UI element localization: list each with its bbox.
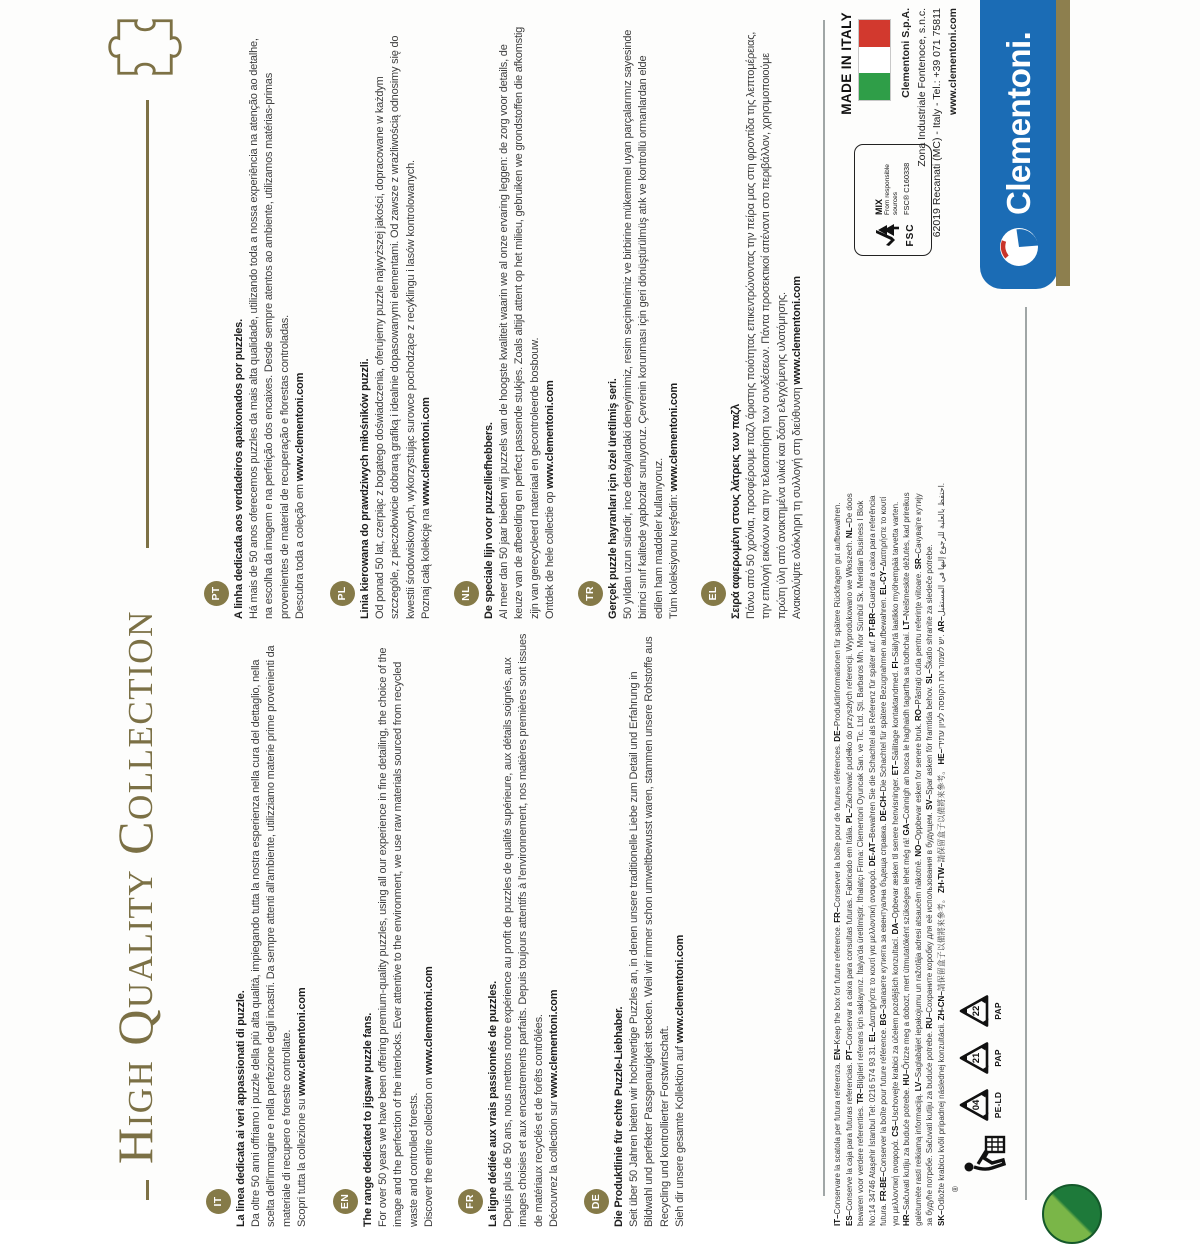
lang-cta [673, 633, 688, 1227]
lang-heading: A linha dedicada aos verdadeiros apaixonados por puzzles. [233, 319, 245, 619]
recycling-number: 22 [971, 1005, 982, 1017]
cta-text: Descubra toda a coleção em [293, 481, 306, 619]
lang-badge-pt [204, 581, 229, 606]
lang-heading: De speciale lijn voor puzzelliefhebbers. [483, 422, 495, 619]
recycling-label: PAP [993, 1049, 1003, 1067]
header-rule-right [146, 100, 149, 548]
lang-cta [293, 25, 308, 619]
recycling-triangle-icon [958, 1039, 992, 1077]
fsc-letters: FSC [905, 223, 916, 247]
notice-line: за будуће потребе. Sačuvati kutiju za buduće potrebe. RU–Сохраните коробку для её использования в будущем. SV–Spar asken för framtida behov. SL–Škatlo shranite za sledeče potrebe. [925, 544, 934, 1226]
lang-body: 50 yıldan uzun süredir, ince detaylardaki deneyimimiz, resim seçimlerimiz ve birbirine mükemmel uyan parçalarımız sayesinde birinci sınıf kalitede yapbozlar sunuyoruz. Çevrenin korunması için geri dönüştürülmüş atık ve kontrollü ormanlardan elde edilen ham maddeler kullanıyoruz. [622, 29, 665, 619]
lang-code: EN [338, 1193, 351, 1210]
lang-block-fr [458, 633, 562, 1227]
notice-line: για μελλοντική αναφορά. CS–Uschovejte krabici za účelem pozdějších konzultací. DA–Opbevar æsken til senere henvisninger. ET–Säilitage kontaktandmed. FI–Säilytä laatikko myöhempää tarvetta varten. [890, 501, 900, 1226]
lang-cta [295, 633, 310, 1227]
recycling-number: 04 [971, 1099, 982, 1111]
fsc-code: FSC® C160338 [902, 162, 912, 215]
lang-block-pt [204, 25, 308, 619]
bottom-divider [1025, 307, 1027, 1200]
multilingual-notice [832, 483, 947, 1226]
company-name: Clementoni S.p.A. [900, 8, 912, 98]
lang-body: Πάνω από 50 χρόνια, προσφέρουμε παζλ άριστης ποιότητας επικεντρώνοντας την πείρα μας στη φροντίδα της λεπτομέρειας, την επιλογή εικόνων και την τελειοποίηση των συνδέσεων. Πάντα προσεκτικοί απέναντι στο περιβάλλον, χρησιμοποιούμε πρώτη ύλη από ανακτημένα υλικά και δάση ελεγχόμενης υλοτόμησης. [745, 31, 788, 619]
lang-cta [422, 633, 437, 1227]
lang-body: Al meer dan 50 jaar bieden wij puzzels van de hoogste kwaliteit waarin we al onze ervaring leggen: de zorg voor details, de keuze van de afbeelding en perfect passende stukjes. Zoals altijd attent op het milieu, gebruiken we grondstoffen die afkomstig zijn van gerecycleerd materiaal en gecontroleerde bosbouw. [498, 26, 541, 619]
lang-code: NL [459, 586, 472, 601]
clementoni-ball-icon [999, 227, 1039, 267]
registered-mark: ® [951, 1186, 960, 1192]
lang-body: Seit über 50 Jahren bieten wir hochwertige Puzzles an, in denen unsere traditionelle Liebe zum Detail und Erfahrung in Bildwahl und perfekter Passgenauigkeit stecken. Weil wir immer schon umweltbewusst waren, stammen unsere Rohstoffe aus Recycling und kontrollierter Forstwirtschaft. [628, 636, 671, 1227]
recycling-number: 21 [971, 1052, 982, 1064]
notice-line: HR–Sačuvati kutiju za buduće potrebe. HU–Őrizze meg a dobozt, mert útmutatóként szükséges lehet még rá! GA–Coinnigh an bosca le haghaidh tagartha sa todhchaí. LT–Neišmeskite dėžutės, kad prireikus [902, 492, 911, 1226]
lang-cta [547, 633, 562, 1227]
lang-block-de [584, 633, 688, 1227]
recycling-triangle-icon [958, 992, 992, 1030]
lang-heading: Linia kierowana do prawdziwych miłośników puzzli. [359, 358, 371, 619]
recycling-triangle-icon [958, 1086, 992, 1124]
lang-badge-de [584, 1189, 609, 1214]
address-line: 62019 Recanati (MC) - Italy - Tel.: +39 071 75811 [931, 8, 943, 238]
cta-url: www.clementoni.com [790, 276, 803, 385]
lang-code: DE [589, 1193, 602, 1210]
cta-text: Discover the entire collection on [422, 1074, 435, 1227]
fsc-source: From responsible [884, 164, 892, 215]
footer-divider [823, 20, 825, 1196]
lang-cta [790, 25, 805, 619]
lang-badge-el [701, 581, 726, 606]
lang-block-el [701, 25, 805, 619]
lang-block-pl [330, 25, 434, 619]
lang-block-nl [454, 25, 558, 619]
lang-code: TR [583, 586, 596, 601]
cta-text: Ontdek de hele collectie op [543, 488, 556, 619]
header-rule-left [146, 1180, 149, 1200]
lang-block-tr [578, 25, 682, 619]
fsc-mix: MIX [873, 198, 884, 215]
cta-text: Scopri tutta la collezione su [295, 1096, 308, 1227]
tidyman-icon [962, 1134, 1012, 1178]
address-line: Zona Industriale Fontenoce, s.n.c. [915, 8, 928, 167]
recycling-code-pap-22 [958, 990, 1003, 1032]
recycling-label: PE-LD [993, 1091, 1003, 1119]
lang-code: PT [209, 586, 222, 601]
clementoni-wordmark: Clementoni. [1000, 31, 1037, 215]
cta-url: www.clementoni.com [673, 934, 686, 1044]
lang-heading: La linea dedicata ai veri appassionati di puzzle. [235, 990, 247, 1227]
cta-url: www.clementoni.com [667, 383, 680, 492]
notice-line: No:14 34746 Ataşehir İstanbul Tel: 0216 574 93 31. EL–Διατηρήστε το κουτί για μελλοντική αναφορά. DE-AT–Bewahren Sie die Schachtel als Referenz für später auf. PT-BR–Guardar a caixa para referência [867, 495, 877, 1226]
lang-badge-en [333, 1189, 358, 1214]
lang-body: Da oltre 50 anni offriamo i puzzle della più alta qualità, impiegando tutta la nostra esperienza nella cura del dettaglio, nella scelta dell'immagine e nella perfezione degli incastri. Da sempre attenti all'ambiente, utilizziamo materie prime provenienti da materiale di recupero e foreste controllate. [250, 645, 293, 1227]
notice-line: futura. FR-BE–Conserver la boîte pour future référence. BG–Запазете кутията за евентуална бъдеща справка. DE-CH–Die Schachtel für spätere Bezugnahmen aufbewahren. EL-CY–Διατηρήστε το κουτί [879, 496, 888, 1226]
company-website: www.clementoni.com [946, 8, 959, 115]
notice-line: SK–Odložte krabicu kvôli prípadnej následnej konzultácii. ZH-CN–請保留盒子以備將來參考。 ZH-TW–請保留盒子以備將來參考。 HE–יש לשמור את הקופסה לעיון עתידי. AR–احتفظ بالعلبة للرجوع إليها في المستقبل. [936, 482, 946, 1226]
collection-title: High Quality Collection [107, 610, 163, 1164]
logo-gold-bar [1056, 0, 1070, 286]
lang-body: Od ponad 50 lat, czerpiąc z bogatego doświadczenia, oferujemy puzzle najwyższej jakości, dopracowane w każdym szczególe, z pieczołowicie dobraną grafiką i idealnie dopasowanymi elementami. Od zawsze z wrażliwością odnosimy się do kwestii środowiskowych, wykorzystując surowce pochodzące z recyklingu i lasów kontrolowanych. [374, 35, 417, 619]
lang-body: Depuis plus de 50 ans, nous mettons notre expérience au profit de puzzles de qualité supérieure, aux détails soignés, aux images choisies et aux encastrements parfaits. Depuis toujours attentifs à l'environnement, nos matières premières sont issues de matériaux recyclés et de forêts contrôlées. [502, 633, 545, 1227]
cta-text: Poznaj całą kolekcję na [419, 505, 432, 619]
lang-cta [667, 25, 682, 619]
lang-badge-fr [458, 1189, 483, 1214]
puzzle-piece-icon [110, 12, 180, 82]
lang-badge-nl [454, 581, 479, 606]
lang-cta [419, 25, 434, 619]
cta-url: www.clementoni.com [422, 966, 435, 1075]
cta-text: Découvrez la collection sur [547, 1098, 560, 1227]
cta-url: www.clementoni.com [295, 987, 308, 1097]
lang-code: EL [706, 586, 719, 601]
lang-code: PL [335, 586, 348, 601]
lang-badge-tr [578, 581, 603, 606]
lang-heading: Gerçek puzzle hayranları için özel üretilmiş seri. [607, 378, 619, 619]
recycling-code-pe-ld [958, 1084, 1003, 1126]
cta-url: www.clementoni.com [543, 380, 556, 489]
lang-code: IT [211, 1196, 224, 1207]
lang-heading: Die Produktlinie für echte Puzzle-Liebhaber. [613, 1006, 625, 1227]
lang-cta [543, 25, 558, 619]
cta-url: www.clementoni.com [419, 397, 432, 506]
made-in-italy-label: MADE IN ITALY [839, 12, 854, 115]
cta-text: Tüm koleksiyonu keşfedin: [667, 491, 680, 619]
lang-heading: La ligne dédiée aux vrais passionnés de puzzles. [487, 981, 499, 1227]
recycling-label: PAP [993, 1002, 1003, 1020]
lang-heading: The range dedicated to jigsaw puzzle fans. [362, 1012, 374, 1227]
recycling-code-pap-21 [958, 1037, 1003, 1079]
lang-body: Há mais de 50 anos oferecemos puzzles da mais alta qualidade, utilizando toda a nossa experiência na atenção ao detalhe, na escolha da imagem e na perfeição dos encaixes. Desde sempre atentos ao ambiente, utilizamos matérias-primas provenientes de material de recuperação e florestas controladas. [248, 38, 291, 619]
company-address [899, 8, 961, 302]
lang-body: For over 50 years we have been offering premium-quality puzzles, using all our experience in fine detailing, the choice of the image and the perfection of the interlocks. Ever attentive to the environment, we use raw materials sourced from recycled waste and controlled forests. [377, 647, 420, 1227]
clementoni-logo [980, 0, 1058, 289]
cta-url: www.clementoni.com [547, 989, 560, 1099]
notice-line: galėtumėte rasti reikiamą informaciją. LV–Saglabājiet iepakojumu un ražotāja adresi atsaucēm nākotnē. NO–Oppbevar esken for senere bruk. RO–Păstrați cutia pentru referințe viitoare. SR–Сачувајте кутију [913, 493, 923, 1226]
notice-line: bewaren voor verdere referenties. TR–Bilgileri referans için saklayınız. İtalya'da üretilmiştir. İthalatçı Firma: Clementoni Oyuncak San. ve Tic. Ltd. Şti. Barbaros Mh. Mor Sümbül Sk. Meridian Business I Blok [856, 500, 865, 1226]
lang-block-it [206, 633, 310, 1227]
lang-badge-pl [330, 581, 355, 606]
italy-flag-icon [858, 19, 891, 101]
lang-heading: Σειρά αφιερωμένη στους λάτρεις των παζλ [730, 404, 742, 619]
green-dot-icon [1042, 1184, 1102, 1244]
lang-block-en [333, 633, 437, 1227]
lang-badge-it [206, 1189, 231, 1214]
recycling-codes [958, 990, 1003, 1126]
cta-text: Sieh dir unsere gesamte Kollektion auf [673, 1043, 686, 1227]
cta-text: Ανακαλύψτε ολόκληρη τη συλλογή στη διεύθυνση [790, 384, 803, 619]
notice-line: IT–Conservare la scatola per futura referenza. EN–Keep the box for future reference. FR–Conserver la boîte pour de futures références. DE–Produktinformationen für spätere Rückfragen gut aufbewahren. [833, 502, 842, 1226]
lang-code: FR [463, 1194, 476, 1209]
fsc-source: sources [891, 191, 899, 215]
notice-line: ES–Conserve la caja para futuras referencias. PT–Conservar a caixa para consultas futuras. Fabricado em Itália. PL–Zachować pudełko do przyszłych referencji. Wyprodukowano we Włoszech. NL–De doos [844, 493, 854, 1226]
cta-url: www.clementoni.com [293, 372, 306, 482]
